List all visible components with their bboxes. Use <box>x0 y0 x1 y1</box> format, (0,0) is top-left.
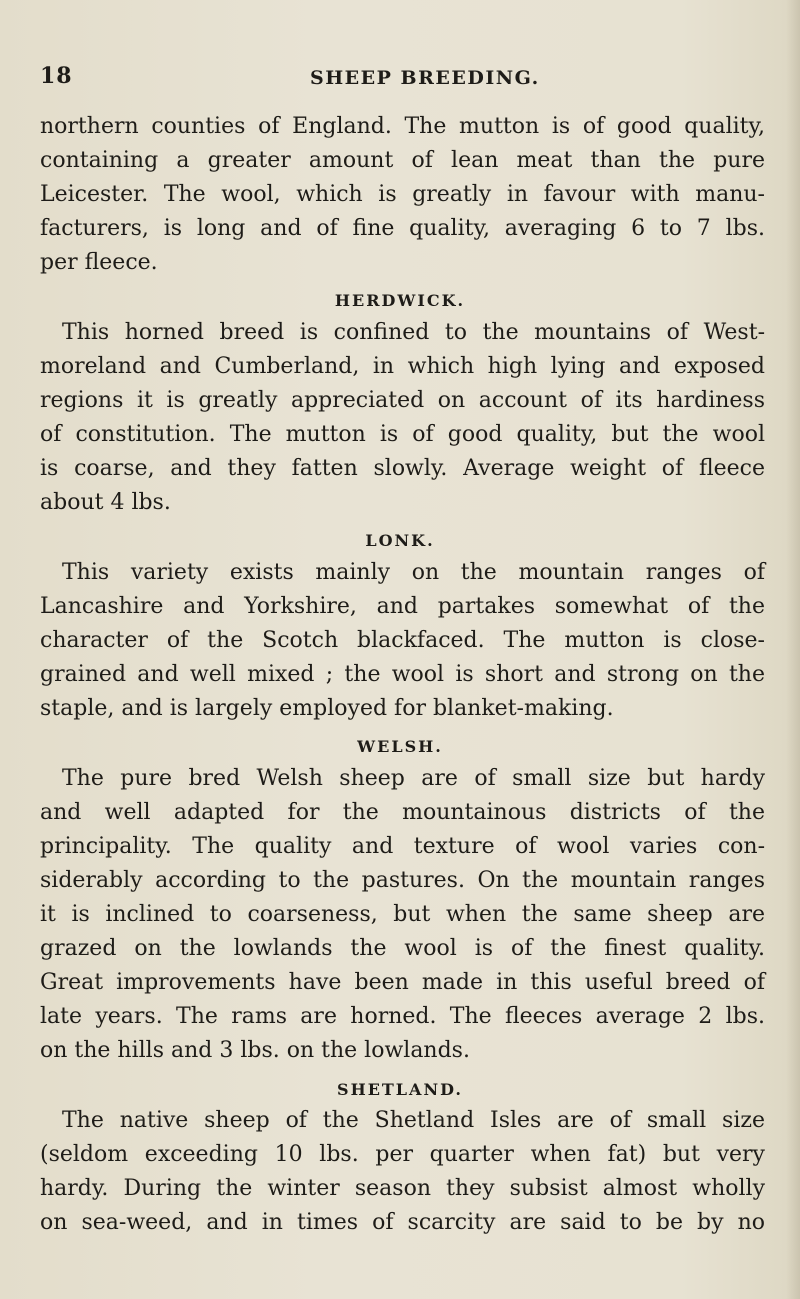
paragraph-line: Lancashire and Yorkshire, and partakes somewhat of the <box>40 594 765 619</box>
paragraph-line: The pure bred Welsh sheep are of small size but hardy <box>62 766 765 791</box>
section-heading-herdwick: HERDWICK. <box>334 291 466 310</box>
paragraph-line: regions it is greatly appreciated on account of its hardiness <box>40 388 765 413</box>
paragraph-line: on the hills and 3 lbs. on the lowlands. <box>40 1038 470 1063</box>
running-head: SHEEP BREEDING. <box>310 67 540 89</box>
paragraph-line: This horned breed is confined to the mountains of West- <box>62 320 765 345</box>
paragraph-line: is coarse, and they fatten slowly. Average weight of fleece <box>40 456 765 481</box>
paragraph-line: it is inclined to coarseness, but when the same sheep are <box>40 902 765 927</box>
page-number: 18 <box>40 63 73 89</box>
paragraph-line: grazed on the lowlands the wool is of the finest quality. <box>40 936 765 961</box>
paragraph-line: late years. The rams are horned. The fleeces average 2 lbs. <box>40 1004 765 1029</box>
paragraph-line: per fleece. <box>40 250 158 275</box>
paragraph-line: Leicester. The wool, which is greatly in favour with manu- <box>40 182 765 207</box>
section-heading-welsh: WELSH. <box>357 737 443 756</box>
paragraph-line: siderably according to the pastures. On the mountain ranges <box>40 868 765 893</box>
paragraph-line: facturers, is long and of fine quality, averaging 6 to 7 lbs. <box>40 216 765 241</box>
section-heading-lonk: LONK. <box>365 531 435 550</box>
paragraph-line: of constitution. The mutton is of good quality, but the wool <box>40 422 765 447</box>
paragraph-line: This variety exists mainly on the mountain ranges of <box>62 560 765 585</box>
paragraph-line: and well adapted for the mountainous districts of the <box>40 800 765 825</box>
paragraph-line: character of the Scotch blackfaced. The mutton is close- <box>40 628 765 653</box>
paragraph-line: grained and well mixed ; the wool is short and strong on the <box>40 662 765 687</box>
paragraph-line: about 4 lbs. <box>40 490 171 515</box>
paragraph-line: (seldom exceeding 10 lbs. per quarter when fat) but very <box>40 1142 765 1167</box>
paragraph-line: northern counties of England. The mutton is of good quality, <box>40 114 765 139</box>
paragraph-line: Great improvements have been made in this useful breed of <box>40 970 765 995</box>
paragraph-line: hardy. During the winter season they subsist almost wholly <box>40 1176 765 1201</box>
paragraph-line: on sea-weed, and in times of scarcity are said to be by no <box>40 1210 765 1235</box>
paragraph-line: principality. The quality and texture of wool varies con- <box>40 834 765 859</box>
paragraph-line: containing a greater amount of lean meat than the pure <box>40 148 765 173</box>
paragraph-line: staple, and is largely employed for blanket-making. <box>40 696 614 721</box>
section-heading-shetland: SHETLAND. <box>337 1080 463 1099</box>
paragraph-line: The native sheep of the Shetland Isles are of small size <box>62 1108 765 1133</box>
paragraph-line: moreland and Cumberland, in which high lying and exposed <box>40 354 765 379</box>
